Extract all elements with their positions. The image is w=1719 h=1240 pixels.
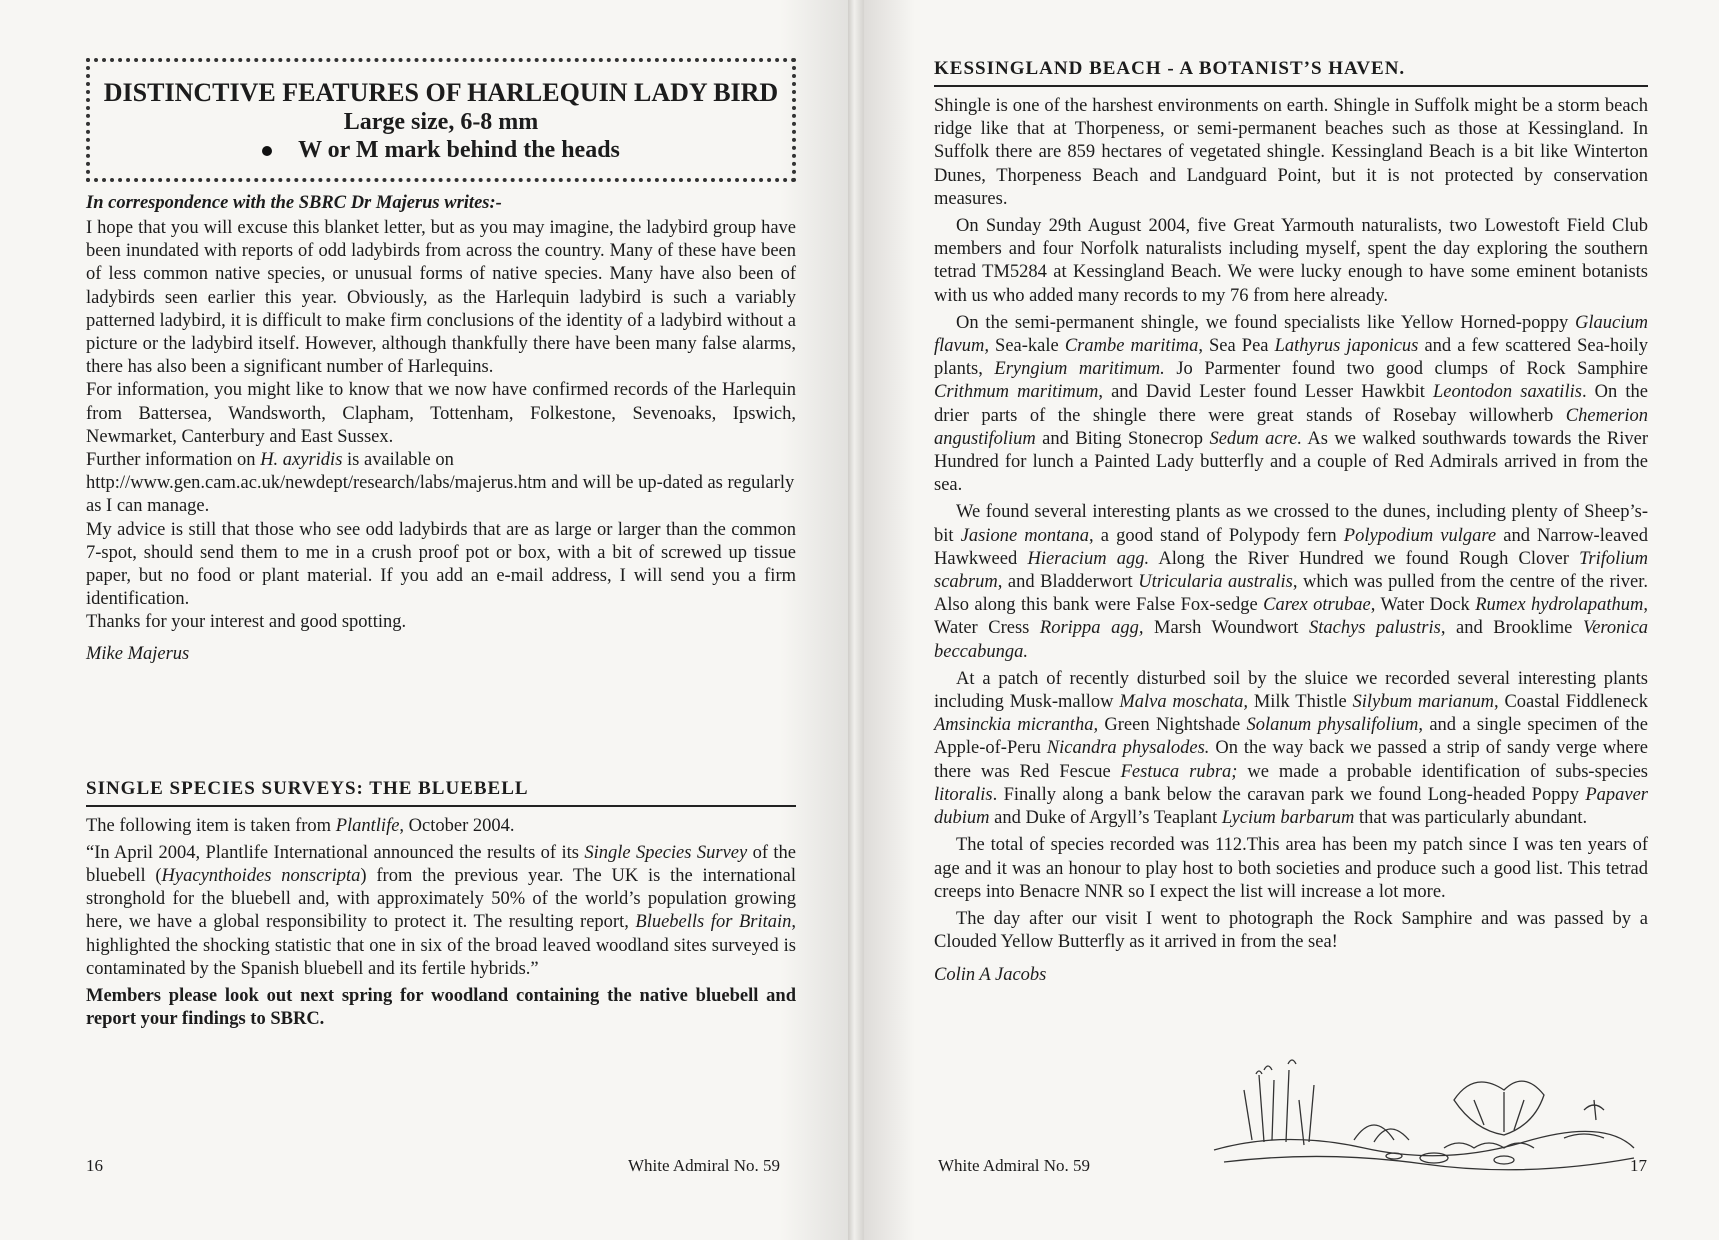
signature-jacobs: Colin A Jacobs [934,965,1047,986]
species-name: Carex otrubae [1263,595,1371,616]
species-name: Festuca rubra; [1120,761,1238,782]
box-mark-line [100,136,782,164]
species-name: Polypodium vulgare [1343,525,1497,546]
species-name: Crambe maritima [1064,336,1199,357]
kessingland-p7: The day after our visit I went to photograph the Rock Samphire and was passed by a Clouded Yellow Butterfly as it arrived in from the sea! [934,908,1648,953]
species-name: Malva moschata, [1119,692,1248,713]
quote-g: , highlighted the shocking statistic that one in six of the broad leaved woodland sites surveyed is contaminated by the Spanish bluebell and its fertile hybrids.” [86,912,796,979]
source-pre: The following item is taken from [86,815,336,836]
letter-paragraph-1: I hope that you will excuse this blanket letter, but as you may imagine, the ladybird group have been inundated with reports of odd ladybirds from across the country. Many of these have been of less common native species, or unusual forms of native species. Many have also been of ladybirds seen earlier this year. Obviously, as the Harlequin ladybird is such a variably patterned ladybird, it is difficult to make firm conclusions of the identity of a ladybird without a picture or the ladybird itself. However, although thankfully there have been many false alarms, there has also been a significant number of Harlequins. [86,218,796,378]
text-run: , Water Cress [934,595,1649,639]
text-run: Sea-kale [988,336,1065,357]
members-appeal: Members please look out next spring for woodland containing the native bluebell and report your findings to SBRC. [86,986,796,1030]
advice-paragraph: My advice is still that those who see odd ladybirds that are as large or larger than the common 7-spot, should send them to me in a crush proof pot or box, with a bit of screwed up tissue paper, but no food or plant material. If you add an e-mail address, I will send you a firm identification. [86,519,796,610]
text-run: , and Bladderwort [997,572,1139,593]
source-post: , October 2004. [399,815,515,836]
species-name: Lathyrus japonicus [1274,336,1419,357]
text-run: and Biting Stonecrop [1035,428,1210,449]
url-line: http://www.gen.cam.ac.uk/newdept/research/labs/majerus.htm and will be up-dated as regularly as I can manage. [86,473,795,517]
species-name: Eryngium maritimum. [994,359,1165,380]
quote-a: “In April 2004, Plantlife International announced the results of its [86,842,585,863]
text-run: Jo Parmenter found two good clumps of Rock Samphire [1164,359,1648,380]
bluebell-heading: SINGLE SPECIES SURVEYS: THE BLUEBELL [86,778,796,807]
text-run: , and Brooklime [1440,618,1583,639]
box-mark-text: W or M mark behind the heads [298,137,620,163]
species-name: Crithmum maritimum [934,382,1099,403]
right-content [934,58,1648,987]
species-name: Lycium barbarum [1221,808,1355,829]
correspondence-intro: In correspondence with the SBRC Dr Majerus writes:- [86,193,502,213]
text-run: , Sea Pea [1198,336,1275,357]
text-run: As we walked southwards towards the River Hundred for lunch a Painted Lady butterfly and a couple of Red Admirals arrived in from the sea. [934,428,1649,496]
kessingland-heading: KESSINGLAND BEACH - A BOTANIST’S HAVEN. [934,58,1648,87]
species-name: Sedum acre. [1209,428,1302,449]
kessingland-p5 [934,668,1648,830]
kessingland-p3 [934,312,1648,498]
text-run: and Narrow-leaved Hawkweed [934,525,1648,569]
kessingland-p4 [934,501,1648,663]
text-run: On the semi-permanent shingle, we found specialists like Yellow Horned-poppy [956,312,1576,333]
species-name: Hieracium agg. [1027,548,1150,569]
species-name: Rumex hydrolapathum [1475,595,1644,616]
species-name: H. axyridis [260,450,343,471]
right-page-number: 17 [1630,1156,1647,1175]
species-name: Nicandra physalodes. [1046,738,1210,759]
harlequin-features-box [86,58,796,182]
left-content [86,58,796,1031]
text-run: , Coastal Fiddleneck [1494,692,1648,713]
bullet-icon [262,146,272,156]
species-name: Solanum physalifolium [1246,715,1419,736]
species-name: Papaver dubium [934,784,1648,829]
text-run: and Duke of Argyll’s Teaplant [989,808,1222,829]
text-run: we made a probable identification of subs-species [1237,761,1649,782]
text-run: We found several interesting plants as we crossed to the dunes, including plenty of Sheep’s-bit [934,502,1648,546]
kessingland-p6: The total of species recorded was 112.This area has been my patch since I was ten years of age and it was an honour to play host to both societies and produce such a good list. This tetrad creeps into Benacre NNR so I expect the list will increase a lot more. [934,835,1648,902]
bluebell-quote [86,842,796,981]
left-page-number: 16 [86,1156,103,1175]
text-run: . On the drier parts of the shingle there were great stands of Rosebay willowherb [934,382,1648,426]
text-run: Along the River Hundred we found Rough Clover [1149,548,1580,569]
text-run: , and a single specimen of the Apple-of-Peru [934,715,1648,759]
species-name: Amsinckia micrantha, [934,715,1099,736]
further-pre: Further information on [86,450,261,471]
text-run: Green Nightshade [1098,715,1247,736]
box-size-line: Large size, 6-8 mm [343,109,539,135]
quote-b: Single Species Survey [584,842,748,863]
page-17 [864,0,1719,1240]
text-run: At a patch of recently disturbed soil by the sluice we recorded several interesting plants including Musk-mallow [934,668,1648,713]
text-run: and a few scattered Sea-hoily plants, [934,336,1648,380]
species-name: Utricularia australis [1138,572,1293,593]
species-name: Veronica beccabunga. [934,618,1649,662]
page-16 [0,0,848,1240]
beach-sketch-illustration [1204,1030,1644,1180]
text-run: Marsh Woundwort [1143,618,1309,639]
quote-f: Bluebells for Britain [635,912,792,933]
bluebell-source [86,815,796,838]
species-name: Silybum marianum [1352,692,1494,713]
text-run: , Water Dock [1370,595,1476,616]
species-name: litoralis [934,784,993,805]
text-run: , a good stand of Polypody fern [1089,525,1344,546]
further-post: is available on [342,450,454,471]
species-name: Leontodon saxatilis [1433,382,1582,403]
right-footer-magazine: White Admiral No. 59 [938,1156,1091,1175]
spine-gutter [848,0,864,1240]
box-title: DISTINCTIVE FEATURES OF HARLEQUIN LADY BIRD [103,78,779,107]
source-title: Plantlife [335,815,400,836]
quote-e: ) from the previous year. The UK is the international stronghold for the bluebell and, with approximately 50% of the world’s population growing here, we have a global responsibility to protect it. The resulting report, [86,866,796,933]
quote-d: Hyacynthoides nonscripta [161,866,361,887]
text-run: Milk Thistle [1247,692,1353,713]
kessingland-p2: On Sunday 29th August 2004, five Great Yarmouth naturalists, two Lowestoft Field Club members and four Norfolk naturalists including myself, spent the day exploring the southern tetrad TM5284 at Kessingland Beach. We were lucky enough to have some eminent botanists with us who added many records to my 76 from here already. [934,216,1648,306]
species-name: Chemerion angustifolium [934,405,1648,449]
text-run: , and David Lester found Lesser Hawkbit [1098,382,1434,403]
further-info-line [86,449,796,472]
left-footer-magazine: White Admiral No. 59 [628,1156,781,1175]
species-name: Glaucium flavum, [934,312,1648,357]
species-name: Stachys palustris [1308,618,1441,639]
quote-c: of the bluebell ( [86,842,797,887]
species-name: Trifolium scabrum [934,548,1649,593]
thanks-line: Thanks for your interest and good spotting. [86,612,407,633]
species-name: Rorippa agg, [1039,618,1144,639]
species-name: Jasione montana [960,525,1090,546]
text-run: On the way back we passed a strip of sandy verge where there was Red Fescue [934,738,1648,782]
text-run: that was particularly abundant. [1354,808,1588,829]
kessingland-p1: Shingle is one of the harshest environments on earth. Shingle in Suffolk might be a storm beach ridge like that at Thorpeness, or semi-permanent beaches such as those at Kessingland. In Suffolk there are 859 hectares of vegetated shingle. Kessingland Beach is a bit like Winterton Dunes, Thorpeness Beach and Landguard Point, but it is not protected by conservation measures. [934,96,1648,209]
text-run: , which was pulled from the centre of the river. Also along this bank were False Fox-sedge [934,572,1648,616]
letter-paragraph-2: For information, you might like to know that we now have confirmed records of the Harlequin from Battersea, Wandsworth, Clapham, Tottenham, Folkestone, Sevenoaks, Ipswich, Newmarket, Canterbury and East Sussex. [86,380,796,447]
signature-majerus: Mike Majerus [86,643,190,664]
text-run: . Finally along a bank below the caravan park we found Long-headed Poppy [992,784,1586,805]
